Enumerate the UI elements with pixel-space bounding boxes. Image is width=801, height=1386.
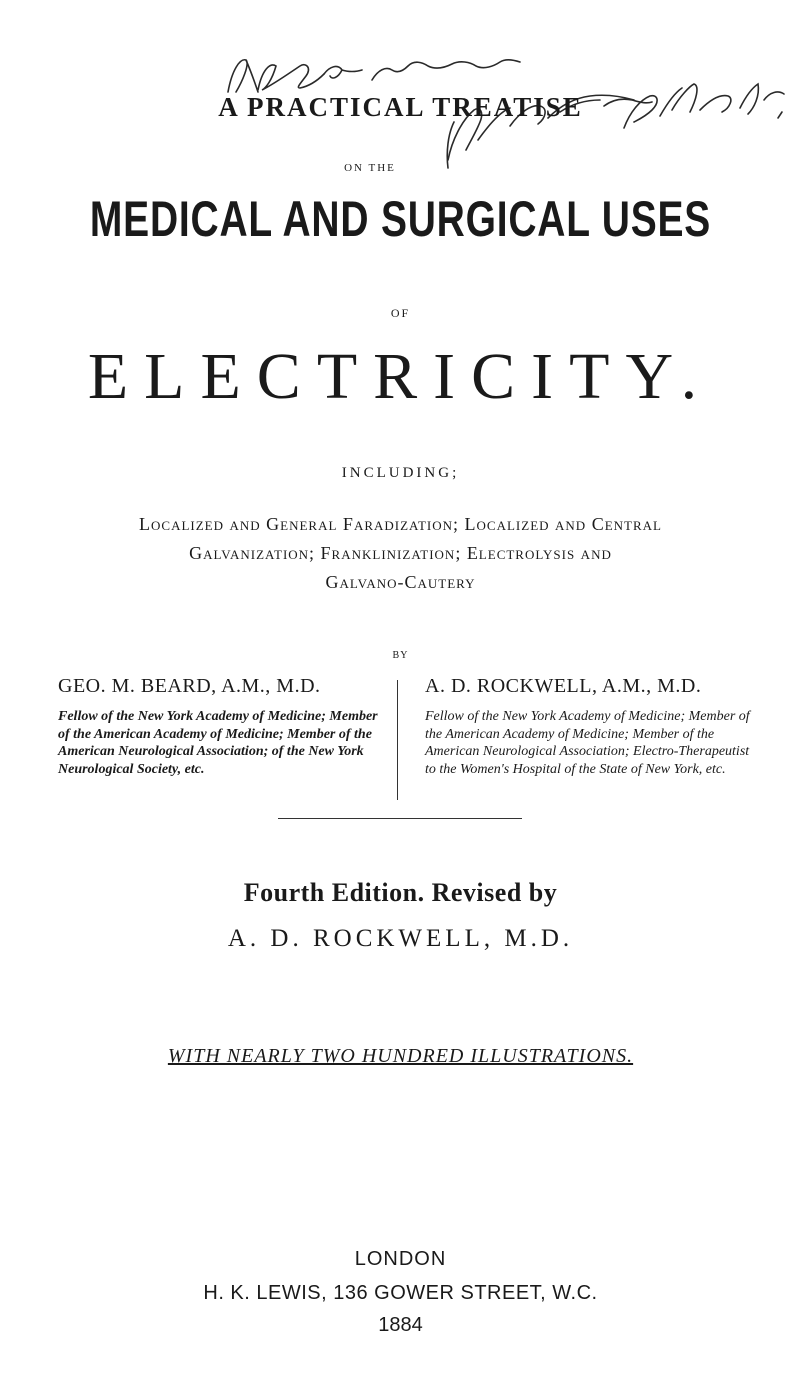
imprint-year: 1884 [378, 1314, 423, 1336]
reviser-name: A. D. ROCKWELL, M.D. [227, 925, 574, 952]
author-name: A. D. ROCKWELL, A.M., M.D. [425, 675, 702, 697]
handwritten-inscription [0, 0, 801, 170]
author-credentials: Fellow of the New York Academy of Medicine; Member of the American Academy of Medicine; Member of the American Neurological Association; of the New York Neurological Society, etc. [58, 709, 378, 777]
imprint-city: LONDON [354, 1248, 447, 1270]
title-subject: ELECTRICITY. [87, 340, 714, 413]
methods-list [0, 510, 801, 597]
author-name: GEO. M. BEARD, A.M., M.D. [58, 675, 321, 697]
title-line-1 [0, 92, 801, 123]
horizontal-rule [278, 818, 522, 819]
title-connector: ON THE [344, 162, 396, 174]
methods-line-1: Localized and General Faradization; Localized and Central [139, 514, 662, 534]
title-main: MEDICAL AND SURGICAL USES [89, 191, 712, 247]
author-block-beard [58, 675, 388, 778]
by-label: BY [392, 650, 409, 661]
including-label: INCLUDING; [341, 465, 460, 481]
methods-line-2: Galvanization; Franklinization; Electrolysis and [189, 543, 612, 563]
title-of: OF [390, 306, 411, 320]
author-block-rockwell [425, 675, 760, 778]
edition-statement: Fourth Edition. Revised by [243, 878, 558, 907]
author-credentials: Fellow of the New York Academy of Medicine; Member of the American Academy of Medicine; Member of the American Neurological Association; Electro-Therapeutist to the Women's Hospital of the State of New York, etc. [425, 709, 750, 777]
imprint-publisher: H. K. LEWIS, 136 GOWER STREET, W.C. [203, 1282, 598, 1304]
illustrations-text: WITH NEARLY TWO HUNDRED ILLUSTRATIONS. [167, 1045, 634, 1067]
illustrations-note [0, 1045, 801, 1068]
methods-line-3: Galvano-Cautery [325, 572, 476, 592]
author-divider [397, 680, 398, 800]
title-line-1-text: A PRACTICAL TREATISE [218, 92, 583, 122]
